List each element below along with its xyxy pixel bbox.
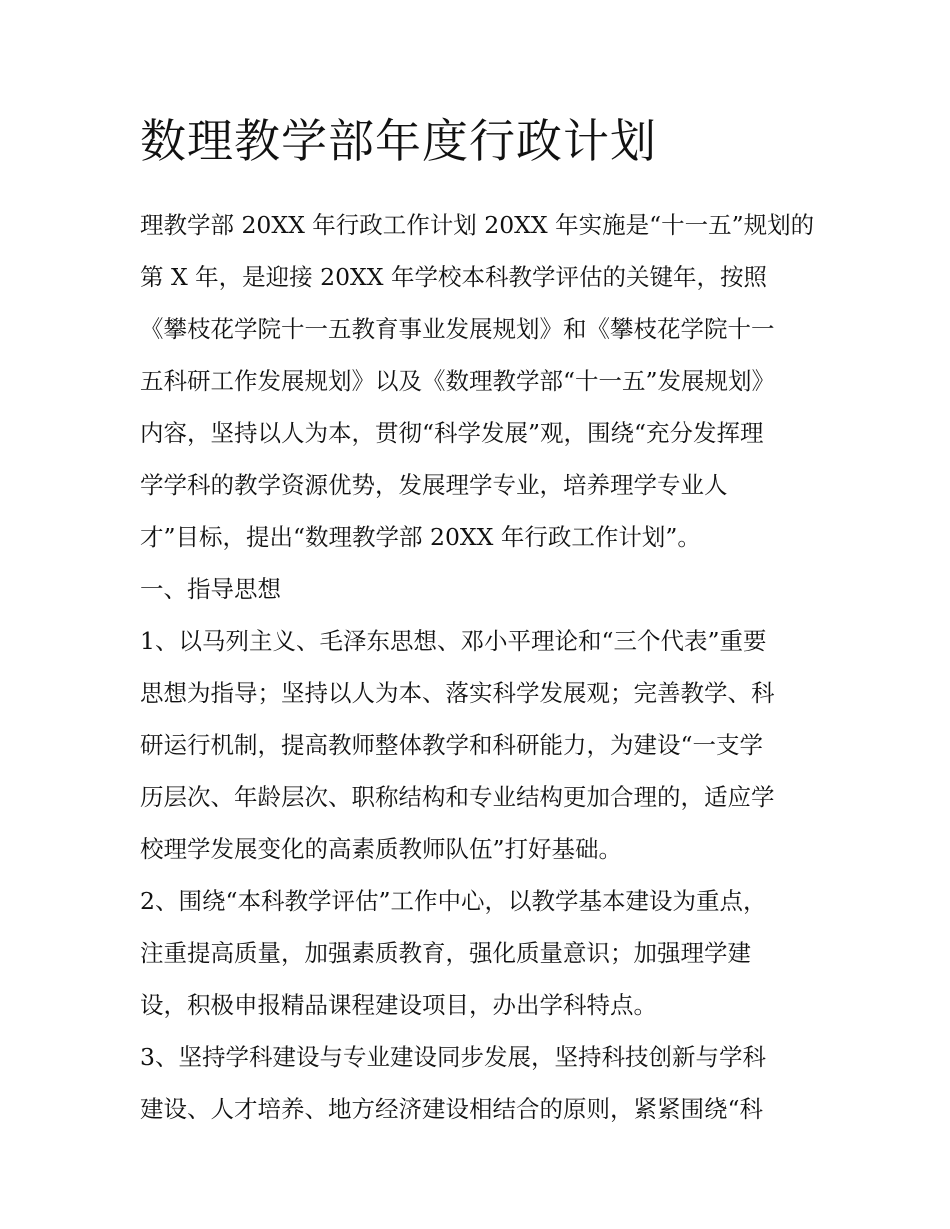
text-line: 理教学部 20XX 年行政工作计划 20XX 年实施是“十一五”规划的: [140, 211, 815, 239]
text-line: 注重提高质量，加强素质教育，强化质量意识；加强理学建: [140, 939, 751, 967]
text-line: 思想为指导；坚持以人为本、落实科学发展观；完善教学、科: [140, 679, 775, 707]
text-line: 第 X 年，是迎接 20XX 年学校本科教学评估的关键年，按照: [140, 263, 767, 291]
text-line: 内容，坚持以人为本，贯彻“科学发展”观，围绕“充分发挥理: [140, 419, 764, 447]
text-line: 学学科的教学资源优势，发展理学专业，培养理学专业人: [140, 471, 728, 499]
text-line: 五科研工作发展规划》以及《数理教学部“十一五”发展规划》: [140, 367, 776, 395]
text-line: 才”目标，提出“数理教学部 20XX 年行政工作计划”。: [140, 523, 701, 551]
text-line: 1、以马列主义、毛泽东思想、邓小平理论和“三个代表”重要: [140, 627, 767, 655]
text-line: 历层次、年龄层次、职称结构和专业结构更加合理的，适应学: [140, 783, 775, 811]
document-body: [140, 199, 820, 1135]
text-line: 3、坚持学科建设与专业建设同步发展，坚持科技创新与学科: [140, 1043, 766, 1071]
text-line: 2、围绕“本科教学评估”工作中心，以教学基本建设为重点，: [140, 887, 767, 915]
text-line: 《攀枝花学院十一五教育事业发展规划》和《攀枝花学院十一: [140, 315, 775, 343]
text-line: 建设、人才培养、地方经济建设相结合的原则，紧紧围绕“科: [140, 1095, 764, 1123]
text-line: 研运行机制，提高教师整体教学和科研能力，为建设“一支学: [140, 731, 764, 759]
text-line: 校理学发展变化的高素质教师队伍”打好基础。: [140, 835, 623, 863]
text-line: 设，积极申报精品课程建设项目，办出学科特点。: [140, 991, 657, 1019]
section-heading: 一、指导思想: [140, 575, 281, 603]
document-title: 数理教学部年度行政计划: [140, 114, 657, 168]
